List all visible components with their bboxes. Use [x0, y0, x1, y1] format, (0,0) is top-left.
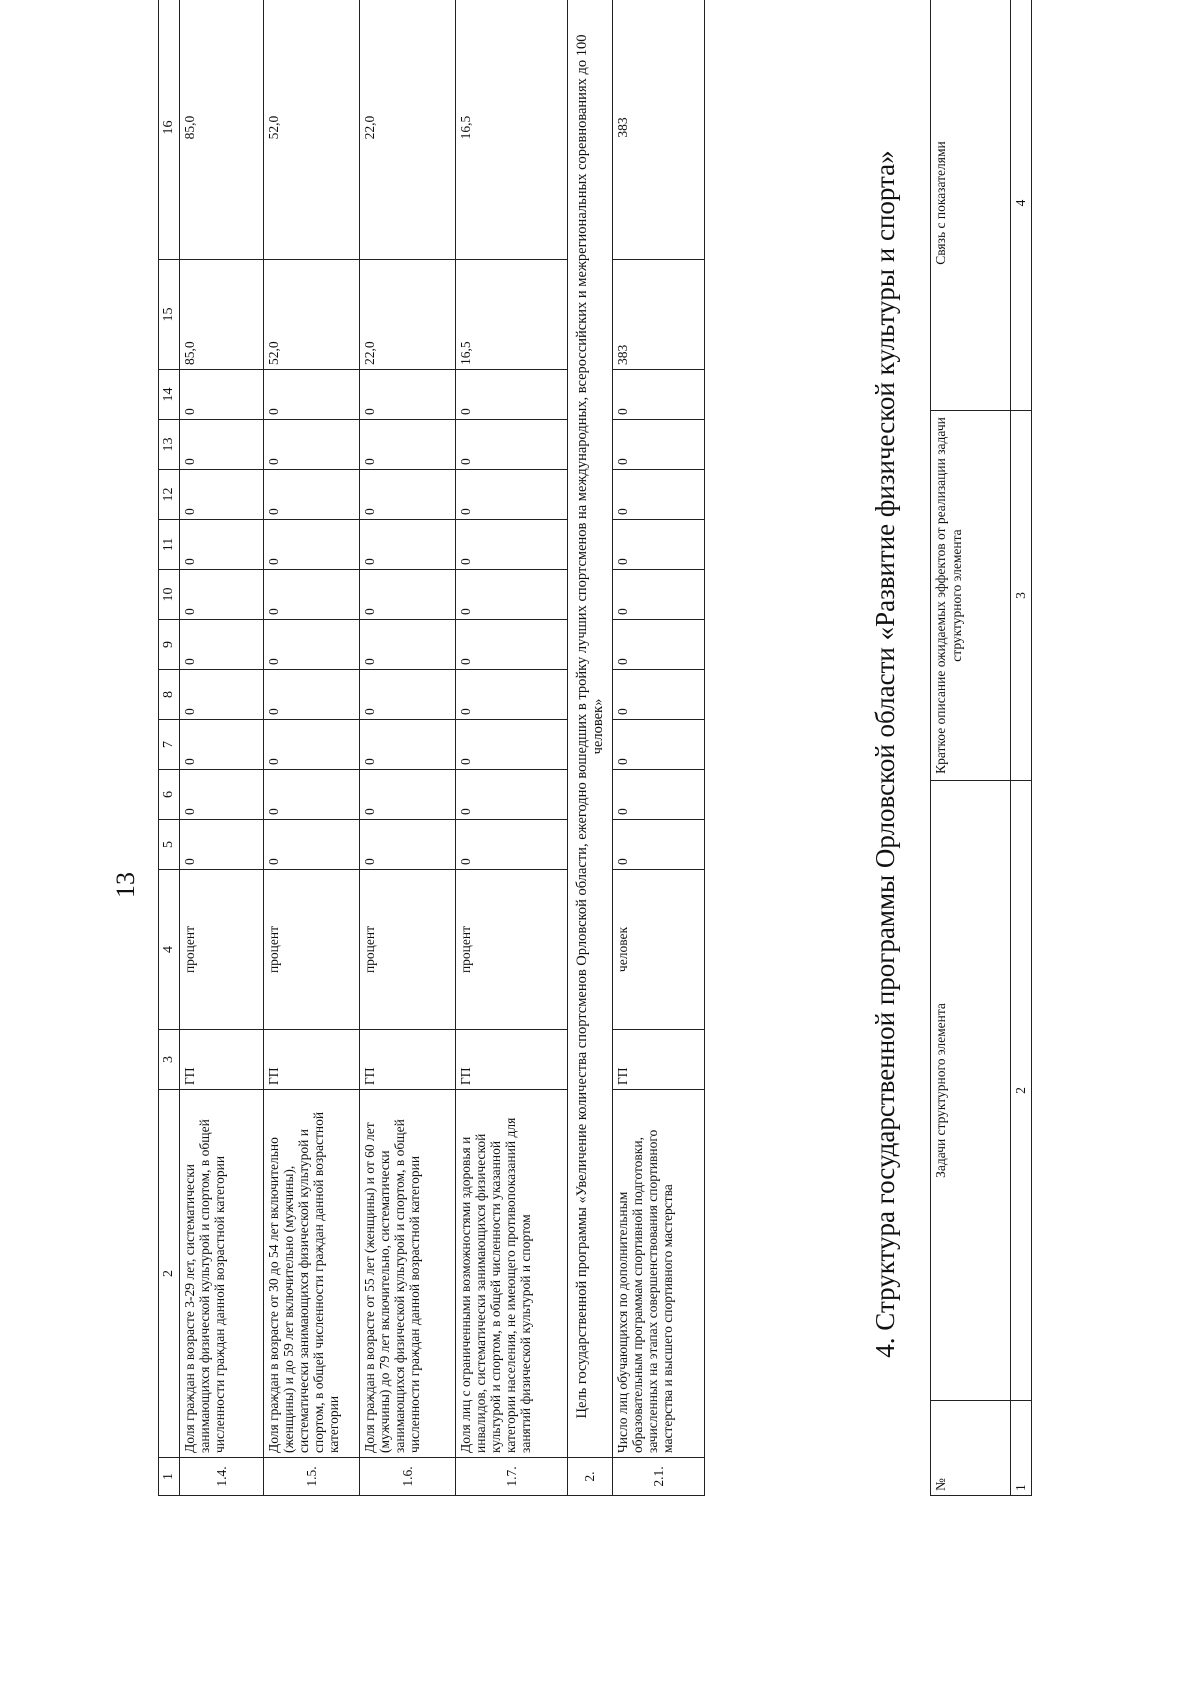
header-cell: 6 — [159, 770, 180, 820]
value-cell: 0 — [613, 820, 705, 870]
indicator-name: Доля граждан в возрасте 3-29 лет, систематически занимающихся физической культурой и спортом, в общей численности граждан данной возрастной категории — [179, 1090, 263, 1458]
goal-row — [567, 0, 612, 1496]
page-number: 13 — [111, 872, 140, 898]
header-cell: 14 — [159, 370, 180, 420]
indicator-name: Число лиц обучающихся по дополнительным образовательным программам спортивной подготовки, зачисленных на этапах совершенствования спортивного мастерства и высшего спортивного мастерства — [613, 1090, 705, 1458]
value-cell: 0 — [613, 470, 705, 520]
column-number: 4 — [1011, 0, 1032, 411]
value-cell: 0 — [359, 820, 455, 870]
header-cell: 2 — [159, 1090, 180, 1458]
indicator-unit: процент — [455, 870, 567, 1030]
row-number: 2. — [567, 1458, 612, 1496]
indicator-type: ГП — [359, 1030, 455, 1090]
value-cell: 0 — [455, 820, 567, 870]
indicator-unit: процент — [263, 870, 359, 1030]
value-cell: 16,5 — [455, 260, 567, 370]
structure-header-row — [931, 0, 1011, 1496]
structure-numbers-row — [1011, 0, 1032, 1496]
value-cell: 0 — [359, 620, 455, 670]
indicator-name: Доля граждан в возрасте от 55 лет (женщины) и от 60 лет (мужчины) до 79 лет включительно, систематически занимающихся физической культурой и спортом, в общей численности граждан данной возрастной категории — [359, 1090, 455, 1458]
value-cell: 0 — [359, 420, 455, 470]
header-cell: 12 — [159, 470, 180, 520]
indicators-table — [158, 0, 705, 1496]
header-link: Связь с показателями — [931, 0, 1011, 411]
value-cell: 0 — [613, 570, 705, 620]
value-cell: 52,0 — [263, 260, 359, 370]
indicator-type: ГП — [613, 1030, 705, 1090]
table-row — [179, 0, 263, 1496]
value-cell: 0 — [359, 570, 455, 620]
row-number: 1.7. — [455, 1458, 567, 1496]
row-number: 1.4. — [179, 1458, 263, 1496]
value-cell: 0 — [263, 520, 359, 570]
value-cell: 0 — [359, 720, 455, 770]
header-cell: 7 — [159, 720, 180, 770]
value-cell: 383 — [613, 0, 705, 260]
value-cell: 0 — [455, 670, 567, 720]
value-cell: 0 — [179, 570, 263, 620]
indicator-type: ГП — [179, 1030, 263, 1090]
header-cell: 5 — [159, 820, 180, 870]
value-cell: 0 — [263, 770, 359, 820]
header-cell: 3 — [159, 1030, 180, 1090]
value-cell: 0 — [359, 670, 455, 720]
value-cell: 0 — [613, 520, 705, 570]
value-cell: 0 — [613, 370, 705, 420]
value-cell: 85,0 — [179, 260, 263, 370]
value-cell: 0 — [263, 670, 359, 720]
header-cell: 16 — [159, 0, 180, 260]
value-cell: 0 — [179, 670, 263, 720]
header-cell: 4 — [159, 870, 180, 1030]
header-cell: 10 — [159, 570, 180, 620]
header-cell: 9 — [159, 620, 180, 670]
indicator-unit: процент — [359, 870, 455, 1030]
value-cell: 0 — [455, 720, 567, 770]
value-cell: 0 — [613, 670, 705, 720]
structure-table — [930, 0, 1032, 1496]
value-cell: 0 — [359, 470, 455, 520]
value-cell: 0 — [179, 620, 263, 670]
value-cell: 0 — [179, 720, 263, 770]
header-cell: 15 — [159, 260, 180, 370]
header-effects: Краткое описание ожидаемых эффектов от реализации задачи структурного элемента — [931, 411, 1011, 781]
value-cell: 0 — [359, 520, 455, 570]
value-cell: 0 — [613, 420, 705, 470]
value-cell: 0 — [455, 520, 567, 570]
header-cell: 1 — [159, 1458, 180, 1496]
table-row — [613, 0, 705, 1496]
value-cell: 0 — [179, 820, 263, 870]
table-row — [263, 0, 359, 1496]
value-cell: 0 — [263, 470, 359, 520]
value-cell: 0 — [359, 770, 455, 820]
table-row — [359, 0, 455, 1496]
value-cell: 0 — [455, 570, 567, 620]
value-cell: 0 — [455, 420, 567, 470]
value-cell: 0 — [263, 370, 359, 420]
value-cell: 22,0 — [359, 0, 455, 260]
value-cell: 22,0 — [359, 260, 455, 370]
column-number: 1 — [1011, 1401, 1032, 1496]
value-cell: 0 — [179, 520, 263, 570]
indicator-type: ГП — [455, 1030, 567, 1090]
value-cell: 0 — [455, 620, 567, 670]
header-cell: 13 — [159, 420, 180, 470]
value-cell: 0 — [613, 770, 705, 820]
value-cell: 0 — [263, 420, 359, 470]
header-number: № — [931, 1401, 1011, 1496]
section-title: 4. Структура государственной программы Орловской области «Развитие физической культуры и спорта» — [870, 150, 900, 1358]
indicator-name: Доля лиц с ограниченными возможностями здоровья и инвалидов, систематически занимающихся физической культурой и спортом, в общей численности указанной категории населения, не имеющего противопоказаний для занятий физической культурой и спортом — [455, 1090, 567, 1458]
value-cell: 16,5 — [455, 0, 567, 260]
row-number: 1.5. — [263, 1458, 359, 1496]
goal-text: Цель государственной программы «Увеличение количества спортсменов Орловской области, ежегодно вошедших в тройку лучших спортсменов на международных, всероссийских и межрегиональных соревнованиях до 100 человек» — [567, 0, 612, 1458]
value-cell: 0 — [455, 470, 567, 520]
column-number: 3 — [1011, 411, 1032, 781]
value-cell: 0 — [455, 370, 567, 420]
value-cell: 0 — [613, 720, 705, 770]
column-number: 2 — [1011, 781, 1032, 1401]
value-cell: 0 — [613, 620, 705, 670]
header-cell: 8 — [159, 670, 180, 720]
value-cell: 0 — [179, 420, 263, 470]
value-cell: 0 — [263, 570, 359, 620]
header-cell: 11 — [159, 520, 180, 570]
indicator-unit: человек — [613, 870, 705, 1030]
row-number: 1.6. — [359, 1458, 455, 1496]
value-cell: 0 — [263, 720, 359, 770]
header-tasks: Задачи структурного элемента — [931, 781, 1011, 1401]
value-cell: 0 — [359, 370, 455, 420]
indicator-type: ГП — [263, 1030, 359, 1090]
value-cell: 85,0 — [179, 0, 263, 260]
indicator-name: Доля граждан в возрасте от 30 до 54 лет включительно (женщины) и до 59 лет включительно (мужчины), систематически занимающихся физической культурой и спортом, в общей численности граждан данной возрастной категории — [263, 1090, 359, 1458]
value-cell: 0 — [179, 770, 263, 820]
value-cell: 52,0 — [263, 0, 359, 260]
row-number: 2.1. — [613, 1458, 705, 1496]
value-cell: 0 — [263, 620, 359, 670]
indicator-unit: процент — [179, 870, 263, 1030]
value-cell: 0 — [455, 770, 567, 820]
value-cell: 0 — [179, 370, 263, 420]
table-row — [455, 0, 567, 1496]
table-header-row — [159, 0, 180, 1496]
value-cell: 0 — [179, 470, 263, 520]
value-cell: 383 — [613, 260, 705, 370]
value-cell: 0 — [263, 820, 359, 870]
